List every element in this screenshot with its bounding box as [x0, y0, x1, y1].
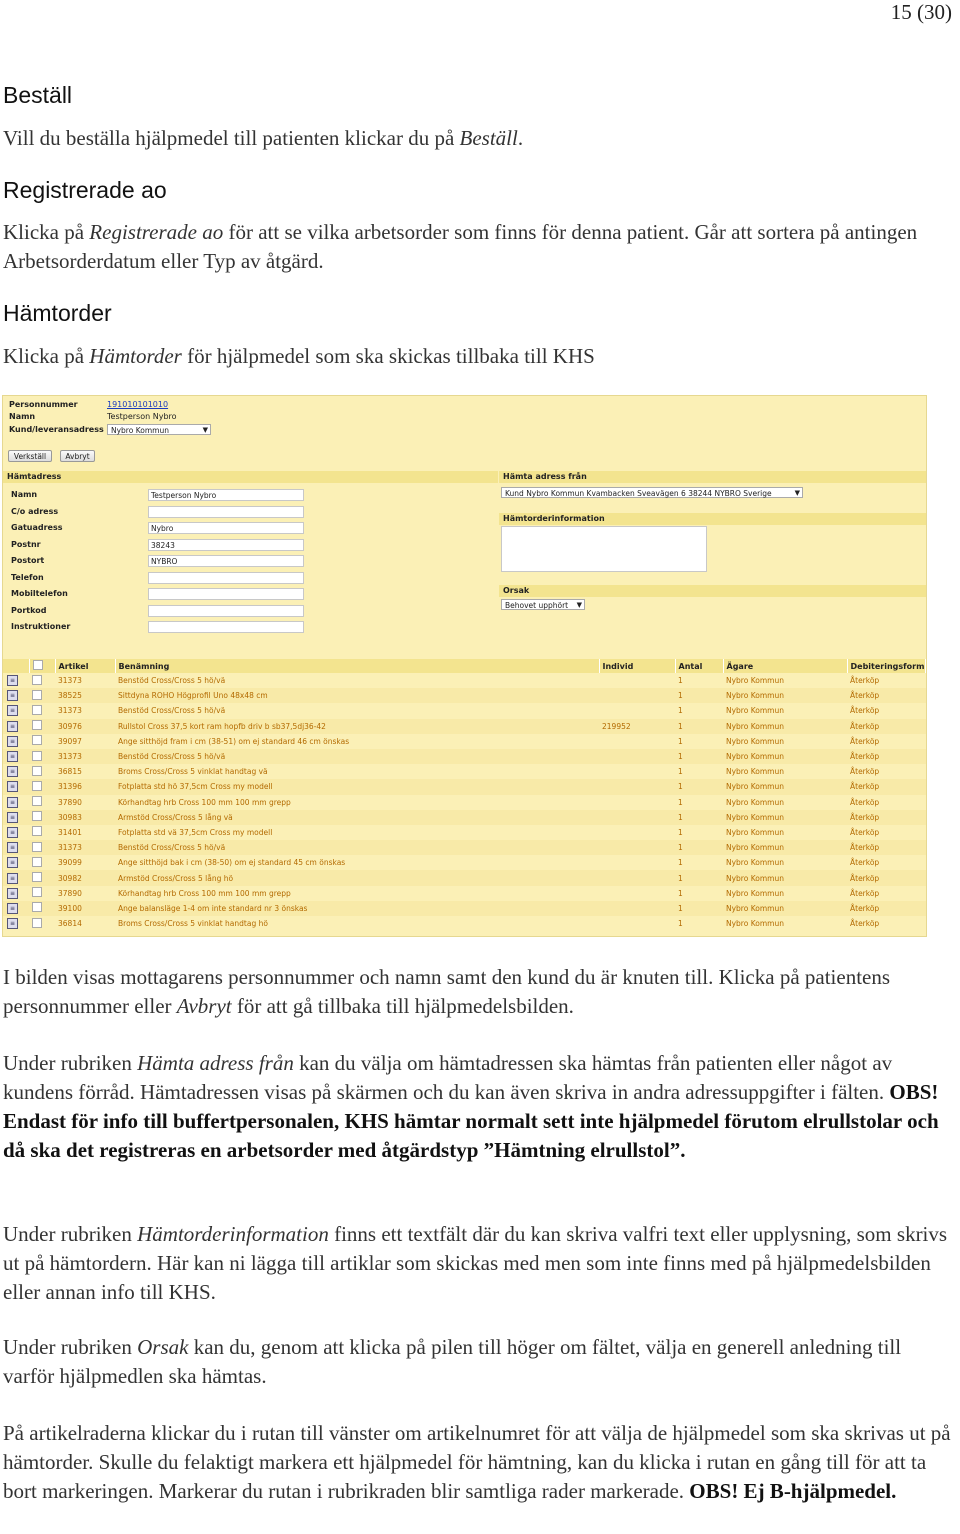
cell-artikel: 31373	[55, 749, 115, 764]
row-icon-cell	[3, 734, 29, 749]
address-field-input[interactable]	[148, 605, 304, 617]
cell-antal: 1	[678, 919, 683, 929]
address-field-input[interactable]: NYBRO	[148, 555, 304, 567]
cell-antal: 1	[675, 901, 723, 916]
cell-agare: Nybro Kommun	[723, 810, 847, 825]
cell-benamning: Ange sitthöjd bak i cm (38-50) om ej standard 45 cm önskas	[118, 858, 346, 868]
bold-notice: OBS! Endast för info till buffertpersonalen, KHS hämtar normalt sett inte hjälpmedel förutom elrullstolar och då ska det registreras en arbetsorder med åtgärdstyp ”Hämtning elrullstol”.	[3, 1080, 939, 1162]
chevron-down-icon: ▼	[202, 426, 208, 434]
row-checkbox-cell	[29, 840, 55, 855]
cell-agare: Nybro Kommun	[726, 797, 784, 807]
text: för att gå tillbaka till hjälpmedelsbilden.	[231, 994, 574, 1018]
cell-artikel: 31373	[58, 706, 82, 716]
cell-debiteringsform: Återköp	[850, 827, 880, 837]
address-field-label: Portkod	[11, 605, 47, 615]
cell-benamning: Benstöd Cross/Cross 5 hö/vä	[115, 749, 599, 764]
cell-individ	[599, 810, 675, 825]
print-icon[interactable]: ≡	[7, 751, 18, 762]
header-benamning: Benämning	[115, 659, 599, 673]
row-checkbox-cell	[29, 886, 55, 901]
print-icon[interactable]: ≡	[7, 705, 18, 716]
cell-individ	[599, 703, 675, 718]
row-checkbox-cell	[29, 749, 55, 764]
cell-benamning: Ange balansläge 1-4 om inte standard nr 3 önskas	[115, 901, 599, 916]
cell-artikel: 31396	[55, 779, 115, 794]
print-icon[interactable]: ≡	[7, 918, 18, 929]
row-icon-cell	[3, 840, 29, 855]
cell-agare: Nybro Kommun	[726, 919, 784, 929]
cell-benamning: Benstöd Cross/Cross 5 hö/vä	[118, 706, 226, 716]
print-icon[interactable]: ≡	[7, 842, 18, 853]
print-icon[interactable]: ≡	[7, 781, 18, 792]
row-icon-cell	[3, 703, 29, 718]
print-icon[interactable]: ≡	[7, 857, 18, 868]
row-checkbox-cell	[29, 719, 55, 734]
paragraph-hamtorder	[3, 342, 954, 371]
table-row	[3, 795, 926, 810]
row-checkbox[interactable]	[32, 751, 42, 761]
address-field-input[interactable]: 38243	[148, 539, 304, 551]
kund-select-value: Nybro Kommun	[111, 426, 169, 435]
article-table-body	[3, 673, 926, 931]
row-checkbox[interactable]	[32, 902, 42, 912]
address-field-label: C/o adress	[11, 506, 59, 516]
address-field-label: Postnr	[11, 539, 41, 549]
row-checkbox-cell	[29, 870, 55, 885]
cell-debiteringsform: Återköp	[847, 901, 926, 916]
cell-individ	[599, 825, 675, 840]
hamtadress-section-title: Hämtadress	[3, 471, 498, 483]
row-icon-cell	[3, 810, 29, 825]
text: kan du välja om hämtadressen ska hämtas från patienten eller något av kundens förråd. Hämtadressen visas på skärmen och du kan även skriva in andra adressuppgifter i fälten.	[3, 1051, 893, 1104]
row-checkbox-cell	[29, 901, 55, 916]
cell-agare: Nybro Kommun	[723, 779, 847, 794]
cell-artikel: 30983	[55, 810, 115, 825]
header-debiteringsform: Debiteringsform	[847, 659, 926, 673]
cell-individ	[599, 901, 675, 916]
table-header-row	[3, 659, 926, 673]
table-row	[3, 810, 926, 825]
print-icon[interactable]: ≡	[7, 873, 18, 884]
row-checkbox[interactable]	[32, 826, 42, 836]
text: för hjälpmedel som ska skickas tillbaka till KHS	[181, 344, 595, 368]
cell-agare: Nybro Kommun	[726, 736, 784, 746]
text: I bilden visas mottagarens personnummer och namn samt den kund du är knuten till. Klicka på patientens personnummer eller	[3, 965, 891, 1018]
table-row	[3, 749, 926, 764]
paragraph-artikelrader	[3, 1419, 954, 1506]
row-checkbox[interactable]	[32, 781, 42, 791]
cell-antal: 1	[678, 797, 683, 807]
address-field-input[interactable]: Nybro	[148, 522, 304, 534]
table-row	[3, 688, 926, 703]
hamta-fran-select[interactable]	[501, 487, 803, 498]
italic-term: Hämtorder	[89, 344, 182, 368]
table-row	[3, 825, 926, 840]
orsak-section-title: Orsak	[499, 585, 926, 597]
cell-individ	[599, 886, 675, 901]
chevron-down-icon: ▼	[794, 489, 800, 497]
cell-antal: 1	[675, 779, 723, 794]
row-checkbox[interactable]	[32, 796, 42, 806]
address-field-label: Instruktioner	[11, 622, 71, 631]
cell-artikel: 37890	[58, 888, 82, 898]
row-checkbox-cell	[29, 734, 55, 749]
verkstall-button[interactable]: Verkställ	[8, 450, 52, 462]
cell-benamning: Ange sitthöjd fram i cm (38-51) om ej standard 46 cm önskas	[118, 736, 350, 746]
row-icon-cell	[3, 779, 29, 794]
hamtorder-form-screenshot	[2, 395, 927, 937]
cell-agare: Nybro Kommun	[726, 767, 784, 777]
print-icon[interactable]: ≡	[7, 797, 18, 808]
hamta-fran-section-title: Hämta adress från	[499, 471, 926, 483]
cell-antal: 1	[678, 736, 683, 746]
cell-individ	[599, 688, 675, 703]
cell-agare: Nybro Kommun	[723, 749, 847, 764]
cell-benamning: Armstöd Cross/Cross 5 lång vä	[115, 810, 599, 825]
row-icon-cell	[3, 855, 29, 870]
hamtorderinfo-section-title: Hämtorderinformation	[499, 513, 926, 525]
header-individ: Individ	[599, 659, 675, 673]
row-checkbox-cell	[29, 764, 55, 779]
cell-artikel: 31401	[58, 827, 82, 837]
text: finns ett textfält där du kan skriva valfri text eller upplysning, som skrivs ut på hämtordern. Här kan ni lägga till artiklar som skickas med men som inte finns med på hjälpmedelsbilden eller annan info till KHS.	[3, 1222, 948, 1304]
cell-artikel: 30982	[55, 870, 115, 885]
cell-individ	[599, 795, 675, 810]
row-checkbox-cell	[29, 703, 55, 718]
kund-label: Kund/leveransadress	[9, 425, 104, 434]
cell-debiteringsform: Återköp	[847, 749, 926, 764]
orsak-value: Behovet upphört	[505, 601, 569, 610]
cell-benamning: Fotplatta std vä 37,5cm Cross my modell	[118, 827, 273, 837]
hamta-fran-value: Kund Nybro Kommun Kvambacken Sveavägen 6 38244 NYBRO Sverige	[505, 489, 772, 498]
cell-debiteringsform: Återköp	[850, 888, 880, 898]
table-row	[3, 764, 926, 779]
table-row	[3, 886, 926, 901]
print-icon[interactable]: ≡	[7, 888, 18, 899]
table-row	[3, 673, 926, 688]
text: Under rubriken	[3, 1335, 138, 1359]
table-row	[3, 901, 926, 916]
address-field-input[interactable]: Testperson Nybro	[148, 489, 304, 501]
cell-individ	[599, 916, 675, 931]
italic-term: Hämtorderinformation	[137, 1222, 329, 1246]
table-row	[3, 719, 926, 734]
cell-debiteringsform: Återköp	[847, 810, 926, 825]
cell-debiteringsform: Återköp	[847, 688, 926, 703]
print-icon[interactable]: ≡	[7, 827, 18, 838]
cell-antal: 1	[675, 749, 723, 764]
cell-debiteringsform: Återköp	[850, 736, 880, 746]
cell-agare: Nybro Kommun	[726, 676, 784, 686]
address-field-label: Telefon	[11, 572, 44, 582]
cell-artikel: 39097	[58, 736, 82, 746]
table-row	[3, 734, 926, 749]
table-row	[3, 840, 926, 855]
italic-term: Beställ	[459, 126, 518, 150]
chevron-down-icon: ▼	[576, 601, 582, 609]
header-select-all[interactable]	[29, 659, 55, 673]
row-icon-cell	[3, 916, 29, 931]
heading-bestall: Beställ	[3, 82, 73, 108]
cell-artikel: 30976	[55, 719, 115, 734]
cell-artikel: 39099	[58, 858, 82, 868]
row-checkbox[interactable]	[32, 690, 42, 700]
cell-benamning: Körhandtag hrb Cross 100 mm 100 mm grepp	[118, 888, 291, 898]
cell-benamning: Fotplatta std hö 37,5cm Cross my modell	[115, 779, 599, 794]
avbryt-button[interactable]: Avbryt	[60, 450, 95, 462]
text: Under rubriken	[3, 1051, 138, 1075]
select-all-checkbox[interactable]	[33, 660, 43, 670]
italic-term: Hämta adress från	[137, 1051, 294, 1075]
cell-antal: 1	[675, 870, 723, 885]
cell-antal: 1	[675, 810, 723, 825]
header-spacer	[3, 659, 29, 673]
row-checkbox-cell	[29, 795, 55, 810]
header-agare: Ägare	[723, 659, 847, 673]
cell-antal: 1	[678, 676, 683, 686]
print-icon[interactable]: ≡	[7, 903, 18, 914]
print-icon[interactable]: ≡	[7, 721, 18, 732]
print-icon[interactable]: ≡	[7, 675, 18, 686]
row-icon-cell	[3, 749, 29, 764]
cell-individ: 219952	[599, 719, 675, 734]
paragraph-orsak	[3, 1333, 954, 1391]
row-checkbox[interactable]	[32, 720, 42, 730]
cell-benamning: Broms Cross/Cross 5 vinklat handtag vä	[118, 767, 268, 777]
cell-individ	[599, 840, 675, 855]
address-field-label: Mobiltelefon	[11, 589, 68, 598]
cell-benamning: Rullstol Cross 37,5 kort ram hopfb driv b sb37,5dj36-42	[115, 719, 599, 734]
cell-agare: Nybro Kommun	[723, 719, 847, 734]
heading-hamtorder: Hämtorder	[3, 300, 112, 326]
row-icon-cell	[3, 901, 29, 916]
row-checkbox[interactable]	[32, 675, 42, 685]
cell-agare: Nybro Kommun	[726, 888, 784, 898]
italic-term: Orsak	[137, 1335, 189, 1359]
address-field-label: Postort	[11, 556, 45, 565]
cell-debiteringsform: Återköp	[847, 870, 926, 885]
cell-artikel: 39100	[55, 901, 115, 916]
address-field-input[interactable]	[148, 588, 304, 600]
print-icon[interactable]: ≡	[7, 766, 18, 777]
header-artikel: Artikel	[55, 659, 115, 673]
cell-artikel: 31373	[58, 676, 82, 686]
cell-benamning: Broms Cross/Cross 5 vinklat handtag hö	[118, 919, 268, 929]
row-icon-cell	[3, 719, 29, 734]
cell-individ	[599, 870, 675, 885]
row-checkbox-cell	[29, 688, 55, 703]
row-checkbox[interactable]	[32, 842, 42, 852]
hamtorderinfo-textarea[interactable]	[501, 526, 707, 572]
cell-agare: Nybro Kommun	[726, 858, 784, 868]
cell-antal: 1	[678, 888, 683, 898]
cell-individ	[599, 764, 675, 779]
row-icon-cell	[3, 795, 29, 810]
row-checkbox-cell	[29, 673, 55, 688]
cell-artikel: 37890	[58, 797, 82, 807]
print-icon[interactable]: ≡	[7, 736, 18, 747]
cell-debiteringsform: Återköp	[847, 779, 926, 794]
row-checkbox[interactable]	[32, 735, 42, 745]
text: Klicka på	[3, 344, 90, 368]
bold-notice: OBS! Ej B-hjälpmedel.	[689, 1479, 897, 1503]
row-icon-cell	[3, 870, 29, 885]
cell-antal: 1	[675, 688, 723, 703]
text: för att se vilka arbetsorder som finns för denna patient. Går att sortera på antingen Arbetsorderdatum eller Typ av åtgärd.	[3, 220, 918, 273]
cell-benamning: Benstöd Cross/Cross 5 hö/vä	[118, 676, 226, 686]
cell-antal: 1	[678, 767, 683, 777]
cell-antal: 1	[675, 840, 723, 855]
paragraph-bilden	[3, 963, 954, 1021]
print-icon[interactable]: ≡	[7, 812, 18, 823]
article-table	[3, 659, 926, 931]
cell-individ	[599, 673, 675, 688]
row-checkbox-cell	[29, 810, 55, 825]
cell-antal: 1	[675, 719, 723, 734]
row-checkbox[interactable]	[32, 857, 42, 867]
cell-debiteringsform: Återköp	[850, 919, 880, 929]
text: Klicka på	[3, 220, 90, 244]
text: kan du, genom att klicka på pilen till höger om fältet, välja en generell anledning till varför hjälpmedlen ska hämtas.	[3, 1335, 902, 1388]
paragraph-hamta-adress	[3, 1049, 954, 1165]
cell-agare: Nybro Kommun	[723, 688, 847, 703]
cell-antal: 1	[678, 858, 683, 868]
cell-agare: Nybro Kommun	[723, 840, 847, 855]
address-field-label: Gatuadress	[11, 523, 63, 532]
row-icon-cell	[3, 886, 29, 901]
personnummer-link[interactable]: 191010101010	[107, 400, 169, 409]
cell-individ	[599, 734, 675, 749]
table-row	[3, 779, 926, 794]
row-checkbox-cell	[29, 825, 55, 840]
heading-registrerade-ao: Registrerade ao	[3, 177, 167, 203]
cell-debiteringsform: Återköp	[850, 676, 880, 686]
table-row	[3, 855, 926, 870]
kund-select[interactable]	[107, 424, 211, 435]
cell-artikel: 36814	[58, 919, 82, 929]
header-antal: Antal	[675, 659, 723, 673]
cell-benamning: Benstöd Cross/Cross 5 hö/vä	[115, 840, 599, 855]
row-checkbox[interactable]	[32, 918, 42, 928]
row-checkbox[interactable]	[32, 872, 42, 882]
namn-value: Testperson Nybro	[107, 412, 177, 421]
cell-debiteringsform: Återköp	[847, 840, 926, 855]
cell-agare: Nybro Kommun	[726, 827, 784, 837]
row-checkbox[interactable]	[32, 705, 42, 715]
row-icon-cell	[3, 688, 29, 703]
text: Vill du beställa hjälpmedel till patienten klickar du på	[3, 126, 460, 150]
table-row	[3, 916, 926, 931]
paragraph-registrerade-ao	[3, 218, 954, 276]
cell-agare: Nybro Kommun	[726, 706, 784, 716]
cell-antal: 1	[678, 827, 683, 837]
row-icon-cell	[3, 764, 29, 779]
row-checkbox[interactable]	[32, 887, 42, 897]
cell-individ	[599, 855, 675, 870]
cell-artikel: 38525	[55, 688, 115, 703]
text: Under rubriken	[3, 1222, 138, 1246]
paragraph-bestall	[3, 124, 954, 153]
cell-debiteringsform: Återköp	[847, 719, 926, 734]
cell-debiteringsform: Återköp	[850, 767, 880, 777]
row-checkbox[interactable]	[32, 766, 42, 776]
cell-artikel: 31373	[55, 840, 115, 855]
row-icon-cell	[3, 673, 29, 688]
italic-term: Avbryt	[176, 994, 232, 1018]
text: På artikelraderna klickar du i rutan till vänster om artikelnumret för att välja de hjälpmedel som ska skrivas ut på hämtorder. Skulle du felaktigt markera ett hjälpmedel för hämtning, kan du klicka i rutan en gång till för att ta bort markeringen. Markerar du rutan i rubrikraden blir samtliga rader markerade.	[3, 1421, 951, 1503]
cell-debiteringsform: Återköp	[850, 706, 880, 716]
address-field-input[interactable]	[148, 621, 304, 633]
address-field-label: Namn	[11, 490, 38, 499]
orsak-select[interactable]	[501, 599, 585, 610]
cell-agare: Nybro Kommun	[723, 870, 847, 885]
cell-individ	[599, 749, 675, 764]
italic-term: Registrerade ao	[89, 220, 224, 244]
paragraph-hamtorderinfo	[3, 1220, 954, 1307]
table-row	[3, 870, 926, 885]
address-field-input[interactable]	[148, 506, 304, 518]
cell-antal: 1	[678, 706, 683, 716]
cell-debiteringsform: Återköp	[850, 797, 880, 807]
cell-debiteringsform: Återköp	[850, 858, 880, 868]
row-checkbox-cell	[29, 855, 55, 870]
cell-benamning: Sittdyna ROHO Högprofil Uno 48x48 cm	[115, 688, 599, 703]
print-icon[interactable]: ≡	[7, 690, 18, 701]
cell-individ	[599, 779, 675, 794]
cell-artikel: 36815	[58, 767, 82, 777]
row-checkbox-cell	[29, 916, 55, 931]
text: .	[517, 126, 524, 150]
personnummer-label: Personnummer	[9, 400, 78, 409]
cell-agare: Nybro Kommun	[723, 901, 847, 916]
cell-benamning: Körhandtag hrb Cross 100 mm 100 mm grepp	[118, 797, 291, 807]
namn-label: Namn	[9, 412, 36, 421]
table-row	[3, 703, 926, 718]
row-checkbox[interactable]	[32, 811, 42, 821]
page-number: 15 (30)	[890, 0, 952, 24]
cell-benamning: Armstöd Cross/Cross 5 lång hö	[115, 870, 599, 885]
address-field-input[interactable]	[148, 572, 304, 584]
row-icon-cell	[3, 825, 29, 840]
row-checkbox-cell	[29, 779, 55, 794]
